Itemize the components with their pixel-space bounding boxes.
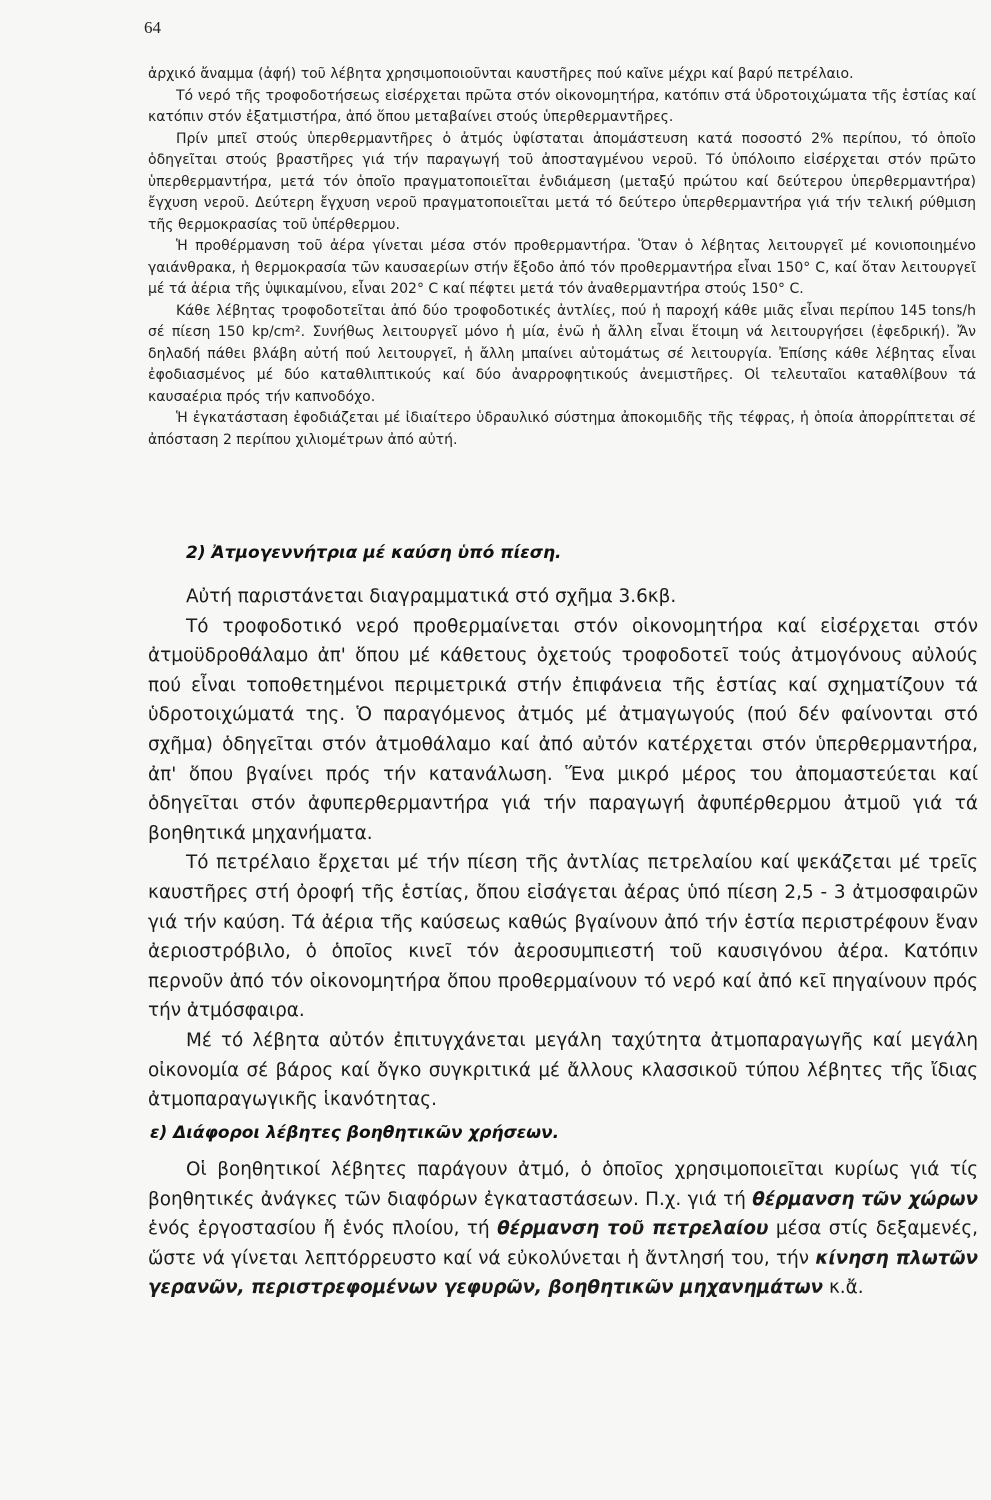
top-text-block (148, 64, 976, 451)
paragraph: Πρίν μπεῖ στούς ὑπερθερμαντῆρες ὁ ἀτμός ὑφίσταται ἀπομάστευση κατά ποσοστό 2% περίπου, τό ὁποῖο ὁδηγεῖται στούς βραστῆρες γιά τήν παραγωγή τοῦ ἀποσταγμένου νεροῦ. Τό ὑπόλοιπο εἰσέρχεται στόν πρῶτο ὑπερθερμαντήρα, μετά τόν ὁποῖο πραγματοποιεῖται ἐνδιάμεση (μεταξύ πρώτου καί δεύτερου ὑπερθερμαντήρα) ἔγχυση νεροῦ. Δεύτερη ἔγχυση νεροῦ πραγματοποιεῖται μετά τό δεύτερο ὑπερθερμαντήρα γιά τήν τελική ρύθμιση τῆς θερμοκρασίας τοῦ ὑπέρθερμου. (148, 130, 976, 233)
emphasis-text: θέρμανση τοῦ πετρελαίου (497, 1218, 769, 1240)
paragraph: Αὐτή παριστάνεται διαγραμματικά στό σχῆμα 3.6κβ. (186, 586, 677, 607)
paragraph: Τό νερό τῆς τροφοδοτήσεως εἰσέρχεται πρῶτα στόν οἰκονομητήρα, κατόπιν στά ὑδροτοιχώματα τῆς ἑστίας καί κατόπιν στόν ἐξατμιστήρα, ἀπό ὅπου μεταβαίνει στούς ὑπερθερμαντῆρες. (148, 87, 976, 125)
paragraph (148, 1155, 978, 1303)
paragraph: Τό τροφοδοτικό νερό προθερμαίνεται στόν οἰκονομητήρα καί εἰσέρχεται στόν ἀτμοϋδροθάλαμο ἀπ' ὅπου μέ κάθετους ὀχετούς τροφοδοτεῖ τούς ἀτμογόνους αὐλούς πού εἶναι τοποθετημένοι περιμετρικά στήν ἐπιφάνεια τῆς ἑστίας καί σχηματίζουν τά ὑδροτοιχώματά της. Ὁ παραγόμενος ἀτμός μέ ἀτμαγωγούς (πού δέν φαίνονται στό σχῆμα) ὁδηγεῖται στόν ἀτμοθάλαμο καί ἀπό αὐτόν κατέρχεται στόν ὑπερθερμαντήρα, ἀπ' ὅπου βγαίνει πρός τήν κατανάλωση. Ἕνα μικρό μέρος του ἀπομαστεύεται καί ὁδηγεῖται στόν ἀφυπερθερμαντήρα γιά τήν παραγωγή ἀφυπέρθερμου ἀτμοῦ γιά τά βοηθητικά μηχανήματα. (148, 615, 978, 844)
section-e-heading: ε) Διάφοροι λέβητες βοηθητικῶν χρήσεων. (150, 1123, 560, 1143)
text-run: μέσα στίς δεξαμενές, ὥστε νά γίνεται λεπτόρρευστο καί νά εὐκολύνεται ἡ ἄντλησή του, τήν (148, 1218, 978, 1269)
paragraph: ἀρχικό ἄναμμα (ἀφή) τοῦ λέβητα χρησιμοποιοῦνται καυστῆρες πού καῖνε μέχρι καί βαρύ πετρέλαιο. (148, 66, 854, 82)
section-2-text-block (148, 582, 978, 1115)
paragraph: Τό πετρέλαιο ἔρχεται μέ τήν πίεση τῆς ἀντλίας πετρελαίου καί ψεκάζεται μέ τρεῖς καυστῆρες στή ὀροφή τῆς ἑστίας, ὅπου εἰσάγεται ἀέρας ὑπό πίεση 2,5 - 3 ἀτμοσφαιρῶν γιά τήν καύση. Τά ἀέρια τῆς καύσεως καθώς βγαίνουν ἀπό τήν ἑστία περιστρέφουν ἕναν ἀεριοστρόβιλο, ὁ ὁποῖος κινεῖ τόν ἀεροσυμπιεστή τοῦ καυσιγόνου ἀέρα. Κατόπιν περνοῦν ἀπό τόν οἰκονομητήρα ὅπου προθερμαίνουν τό νερό καί ἀπό κεῖ πηγαίνουν πρός τήν ἀτμόσφαιρα. (148, 852, 978, 1022)
emphasis-text: κίνηση πλωτῶν γερανῶν, περιστρεφομένων γεφυρῶν, βοηθητικῶν μηχανημάτων (148, 1247, 978, 1299)
page-number: 64 (144, 18, 161, 37)
text-run: Οἱ βοηθητικοί λέβητες παράγουν ἀτμό, ὁ ὁποῖος χρησιμοποιεῖται κυρίως γιά τίς βοηθητικές ἀνάγκες τῶν διαφόρων ἐγκαταστάσεων. Π.χ. γιά τή (148, 1159, 978, 1210)
text-run: ἑνός ἐργοστασίου ἤ ἑνός πλοίου, τή (148, 1218, 498, 1240)
section-2-heading: 2) Ἀτμογεννήτρια μέ καύση ὑπό πίεση. (186, 543, 562, 563)
paragraph: Μέ τό λέβητα αὐτόν ἐπιτυγχάνεται μεγάλη ταχύτητα ἀτμοπαραγωγῆς καί μεγάλη οἰκονομία σέ βάρος καί ὄγκο συγκριτικά μέ ἄλλους κλασσικοῦ τύπου λέβητες τῆς ἴδιας ἀτμοπαραγωγικῆς ἱκανότητας. (148, 1029, 978, 1111)
paragraph: Κάθε λέβητας τροφοδοτεῖται ἀπό δύο τροφοδοτικές ἀντλίες, πού ἡ παροχή κάθε μιᾶς εἶναι περίπου 145 tons/h σέ πίεση 150 kp/cm². Συνήθως λειτουργεῖ μόνο ἡ μία, ἐνῶ ἡ ἄλλη εἶναι ἕτοιμη νά λειτουργήσει (ἐφεδρική). Ἄν δηλαδή πάθει βλάβη αὐτή πού λειτουργεῖ, ἡ ἄλλη μπαίνει αὐτομάτως σέ λειτουργία. Ἐπίσης κάθε λέβητας εἶναι ἐφοδιασμένος μέ δύο καταθλιπτικούς καί δύο ἀναρροφητικούς ἀνεμιστῆρες. Οἱ τελευταῖοι καταθλίβουν τά καυσαέρια πρός τήν καπνοδόχο. (148, 302, 976, 405)
paragraph: Ἡ ἐγκατάσταση ἐφοδιάζεται μέ ἰδιαίτερο ὑδραυλικό σύστημα ἀποκομιδῆς τῆς τέφρας, ἡ ὁποία ἀπορρίπτεται σέ ἀπόσταση 2 περίπου χιλιομέτρων ἀπό αὐτή. (148, 410, 976, 448)
text-run: κ.ἄ. (823, 1277, 864, 1299)
paragraph: Ἡ προθέρμανση τοῦ ἀέρα γίνεται μέσα στόν προθερμαντήρα. Ὅταν ὁ λέβητας λειτουργεῖ μέ κονιοποιημένο γαιάνθρακα, ἡ θερμοκρασία τῶν καυσαερίων στήν ἔξοδο ἀπό τόν προθερμαντήρα εἶναι 150° C, καί ὅταν λειτουργεῖ μέ τά ἀέρια τῆς ὑψικαμίνου, εἶναι 202° C καί πέφτει μετά τόν ἀναθερμαντήρα στούς 150° C. (148, 238, 976, 297)
emphasis-text: θέρμανση τῶν χώρων (752, 1188, 978, 1210)
section-e-text-block (148, 1155, 978, 1303)
